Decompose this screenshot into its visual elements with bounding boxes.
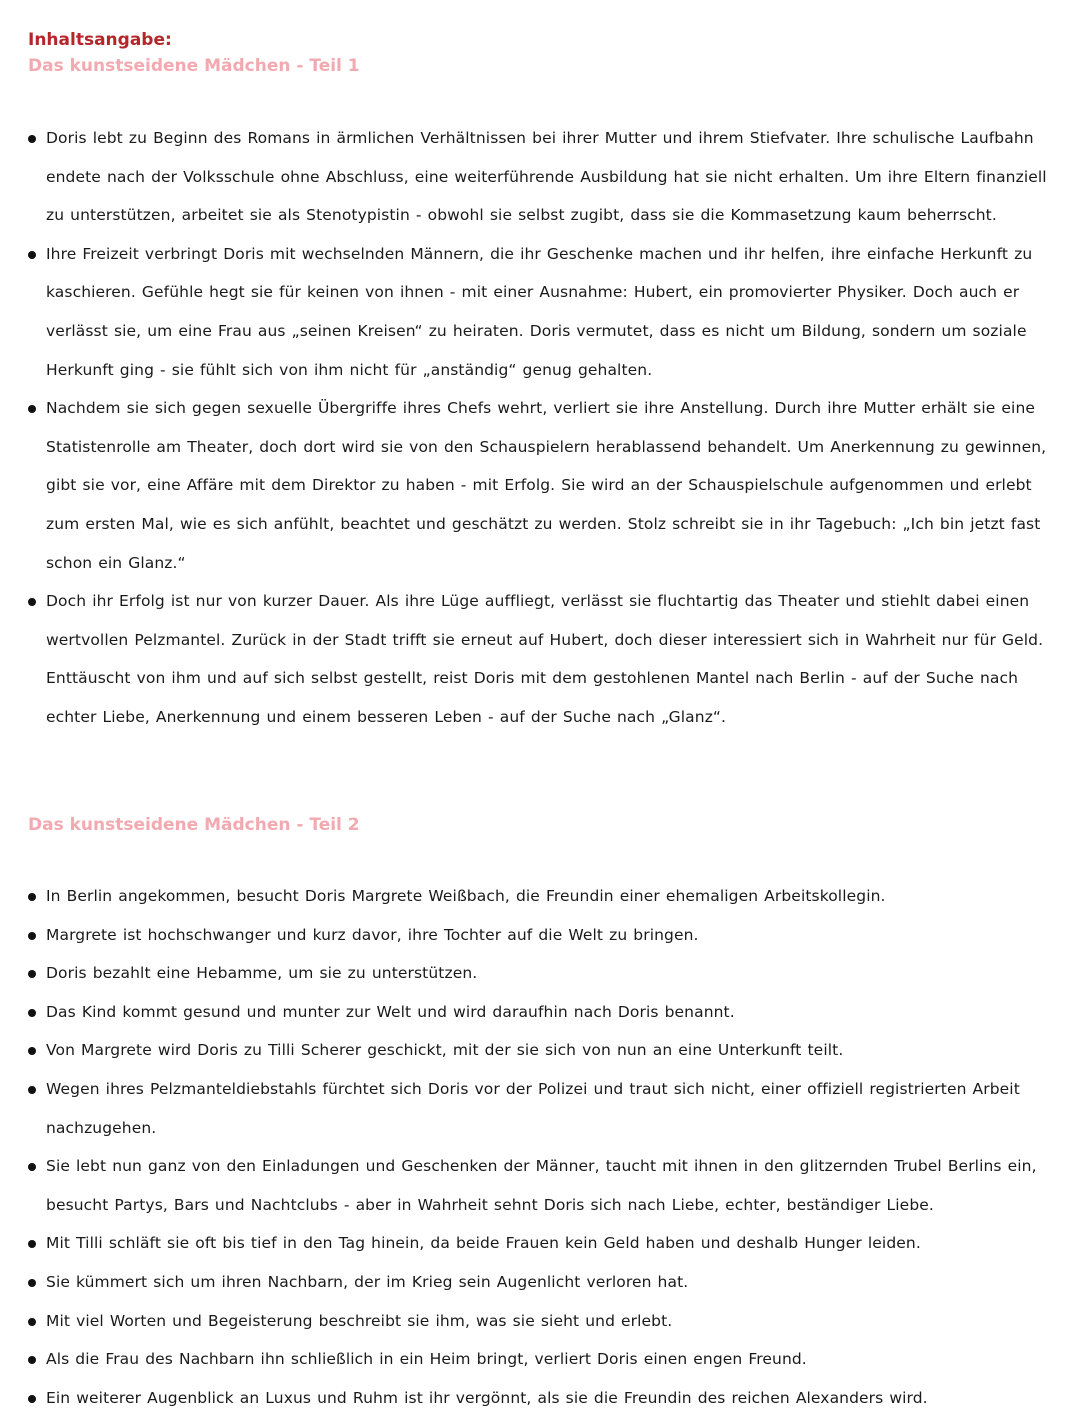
list-item [0, 235, 1060, 389]
list-item-text: Ihre Freizeit verbringt Doris mit wechselnden Männern, die ihr Geschenke machen und ihr helfen, ihre einfache Herkunft zu kaschieren. Gefühle hegt sie für keinen von ihnen - mit einer Ausnahme: Hubert, ein promovierter Physiker. Doch auch er verlässt sie, um eine Frau aus „seinen Kreisen“ zu heiraten. Doris vermutet, dass es nicht um Bildung, sondern um soziale Herkunft ging - sie fühlt sich von ihm nicht für „anständig“ genug gehalten. [46, 244, 1033, 379]
bullet-icon [28, 598, 36, 606]
list-item-text: Sie lebt nun ganz von den Einladungen und Geschenken der Männer, taucht mit ihnen in den glitzernden Trubel Berlins ein, besucht Partys, Bars und Nachtclubs - aber in Wahrheit sehnt Doris sich nach Liebe, echter, beständiger Liebe. [46, 1157, 1037, 1214]
list-item-text: Mit Tilli schläft sie oft bis tief in den Tag hinein, da beide Frauen kein Geld haben und deshalb Hunger leiden. [46, 1234, 921, 1253]
bullet-icon [28, 1318, 36, 1326]
list-item-text: Ein weiterer Augenblick an Luxus und Ruhm ist ihr vergönnt, als sie die Freundin des reichen Alexanders wird. [46, 1388, 928, 1407]
bullet-icon [28, 251, 36, 259]
list-item [0, 877, 1060, 916]
list-item-text: Margrete ist hochschwanger und kurz davor, ihre Tochter auf die Welt zu bringen. [46, 925, 699, 944]
list-item [0, 1070, 1060, 1147]
list-item [0, 1340, 1060, 1379]
list-item [0, 1302, 1060, 1341]
bullet-icon [28, 1356, 36, 1364]
section-title-part-1: Das kunstseidene Mädchen - Teil 1 [28, 56, 360, 76]
bullet-icon [28, 1163, 36, 1171]
list-item-text: Doris bezahlt eine Hebamme, um sie zu unterstützen. [46, 964, 478, 983]
bullet-icon [28, 1279, 36, 1287]
bullet-icon [28, 970, 36, 978]
summary-list-part-2 [0, 877, 1060, 1417]
section-title-part-2: Das kunstseidene Mädchen - Teil 2 [28, 815, 360, 835]
bullet-icon [28, 135, 36, 143]
list-item-text: Nachdem sie sich gegen sexuelle Übergriffe ihres Chefs wehrt, verliert sie ihre Anstellung. Durch ihre Mutter erhält sie eine Statistenrolle am Theater, doch dort wird sie von den Schauspielern herablassend behandelt. Um Anerkennung zu gewinnen, gibt sie vor, eine Affäre mit dem Direktor zu haben - mit Erfolg. Sie wird an der Schauspielschule aufgenommen und erlebt zum ersten Mal, wie es sich anfühlt, beachtet und geschätzt zu werden. Stolz schreibt sie in ihr Tagebuch: „Ich bin jetzt fast schon ein Glanz.“ [46, 399, 1047, 572]
bullet-icon [28, 1395, 36, 1403]
list-item-text: Mit viel Worten und Begeisterung beschreibt sie ihm, was sie sieht und erlebt. [46, 1311, 673, 1330]
list-item [0, 916, 1060, 955]
list-item-text: In Berlin angekommen, besucht Doris Margrete Weißbach, die Freundin einer ehemaligen Arbeitskollegin. [46, 887, 886, 905]
list-item-text: Das Kind kommt gesund und munter zur Welt und wird daraufhin nach Doris benannt. [46, 1002, 735, 1021]
bullet-icon [28, 405, 36, 413]
list-item [0, 1379, 1060, 1417]
list-item [0, 954, 1060, 993]
list-item-text: Sie kümmert sich um ihren Nachbarn, der im Krieg sein Augenlicht verloren hat. [46, 1272, 689, 1291]
bullet-icon [28, 1047, 36, 1055]
bullet-icon [28, 1086, 36, 1094]
list-item-text: Als die Frau des Nachbarn ihn schließlich in ein Heim bringt, verliert Doris einen engen Freund. [46, 1350, 807, 1369]
list-item [0, 119, 1060, 235]
list-item [0, 1224, 1060, 1263]
list-item [0, 582, 1060, 736]
list-item [0, 1147, 1060, 1224]
list-item [0, 993, 1060, 1032]
bullet-icon [28, 1240, 36, 1248]
list-item [0, 1263, 1060, 1302]
list-item [0, 389, 1060, 582]
bullet-icon [28, 932, 36, 940]
list-item-text: Wegen ihres Pelzmanteldiebstahls fürchtet sich Doris vor der Polizei und traut sich nicht, einer offiziell registrierten Arbeit nachzugehen. [46, 1079, 1020, 1137]
list-item [0, 1031, 1060, 1070]
bullet-icon [28, 893, 36, 901]
list-item-text: Doris lebt zu Beginn des Romans in ärmlichen Verhältnissen bei ihrer Mutter und ihrem Stiefvater. Ihre schulische Laufbahn endete nach der Volksschule ohne Abschluss, eine weiterführende Ausbildung hat sie nicht erhalten. Um ihre Eltern finanziell zu unterstützen, arbeitet sie als Stenotypistin - obwohl sie selbst zugibt, dass sie die Kommasetzung kaum beherrscht. [46, 129, 1047, 225]
bullet-icon [28, 1009, 36, 1017]
document-heading: Inhaltsangabe: [28, 30, 172, 50]
list-item-text: Doch ihr Erfolg ist nur von kurzer Dauer. Als ihre Lüge auffliegt, verlässt sie fluchtartig das Theater und stiehlt dabei einen wertvollen Pelzmantel. Zurück in der Stadt trifft sie erneut auf Hubert, doch dieser interessiert sich in Wahrheit nur für Geld. Enttäuscht von ihm und auf sich selbst gestellt, reist Doris mit dem gestohlenen Mantel nach Berlin - auf der Suche nach echter Liebe, Anerkennung und einem besseren Leben - auf der Suche nach „Glanz“. [46, 592, 1044, 726]
summary-list-part-1 [0, 119, 1060, 737]
list-item-text: Von Margrete wird Doris zu Tilli Scherer geschickt, mit der sie sich von nun an eine Unterkunft teilt. [46, 1041, 844, 1060]
